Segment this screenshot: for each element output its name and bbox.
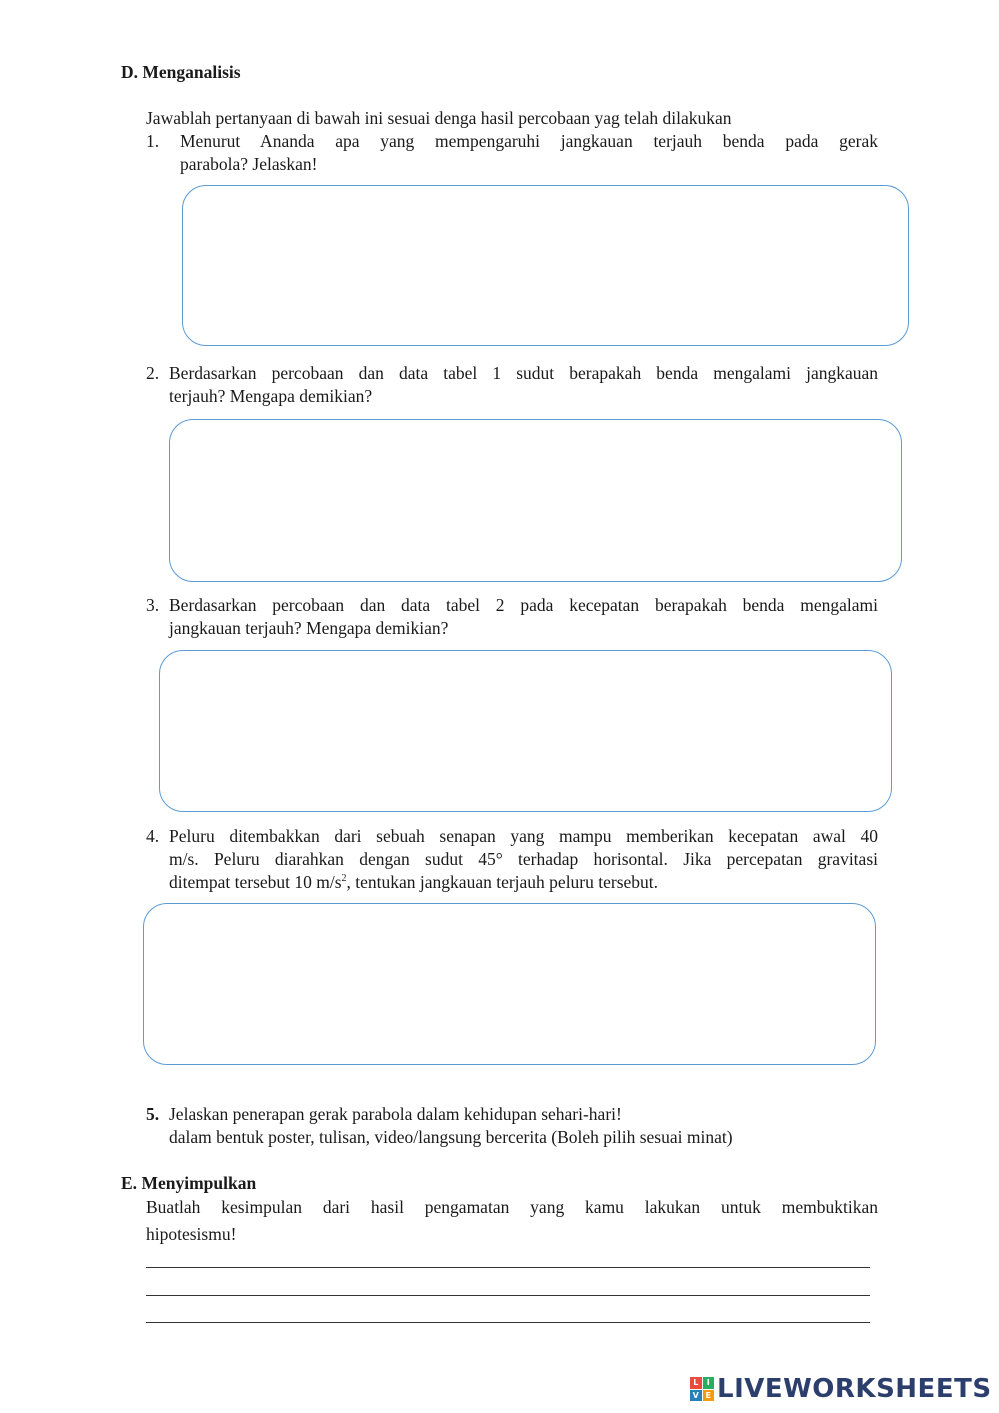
section-e-line-2: hipotesismu! bbox=[146, 1224, 237, 1244]
section-d-heading bbox=[121, 61, 241, 84]
logo-mark-v: V bbox=[690, 1390, 702, 1402]
logo-mark-l: L bbox=[690, 1377, 702, 1389]
answer-box-1[interactable] bbox=[182, 185, 909, 346]
question-5-number: 5. bbox=[146, 1104, 160, 1124]
question-4-line-3-post: , tentukan jangkauan terjauh peluru tersebut. bbox=[346, 872, 659, 892]
answer-box-2[interactable] bbox=[169, 419, 902, 582]
question-3-line-2: jangkauan terjauh? Mengapa demikian? bbox=[169, 618, 449, 638]
logo-mark-e: E bbox=[703, 1390, 715, 1402]
question-3 bbox=[146, 594, 878, 640]
writing-line-2[interactable] bbox=[146, 1295, 870, 1296]
section-d-title: Menganalisis bbox=[142, 62, 241, 82]
section-e-title: Menyimpulkan bbox=[141, 1173, 257, 1193]
question-2 bbox=[146, 362, 878, 408]
section-e-body bbox=[146, 1196, 878, 1246]
liveworksheets-logo bbox=[690, 1374, 992, 1404]
question-4-line-3-sup: 2 bbox=[341, 873, 347, 885]
question-1-line-2: parabola? Jelaskan! bbox=[180, 154, 318, 174]
question-5-line-2: dalam bentuk poster, tulisan, video/langsung bercerita (Boleh pilih sesuai minat) bbox=[169, 1127, 733, 1147]
answer-box-4[interactable] bbox=[143, 903, 876, 1065]
question-1-line-1: Menurut Ananda apa yang mempengaruhi jangkauan terjauh benda pada gerak bbox=[180, 131, 878, 151]
question-4-number: 4. bbox=[146, 826, 160, 846]
writing-line-3[interactable] bbox=[146, 1322, 870, 1323]
question-3-number: 3. bbox=[146, 595, 160, 615]
writing-line-1[interactable] bbox=[146, 1267, 870, 1268]
question-4-line-2: m/s. Peluru diarahkan dengan sudut 45° terhadap horisontal. Jika percepatan gravitasi bbox=[169, 849, 878, 869]
section-d-label: D. bbox=[121, 62, 139, 82]
section-e-line-1: Buatlah kesimpulan dari hasil pengamatan yang kamu lakukan untuk membuktikan bbox=[146, 1197, 878, 1217]
liveworksheets-mark-icon bbox=[690, 1377, 714, 1401]
logo-mark-i: I bbox=[703, 1377, 715, 1389]
section-e-heading bbox=[121, 1172, 256, 1195]
question-2-line-1: Berdasarkan percobaan dan data tabel 1 sudut berapakah benda mengalami jangkauan bbox=[169, 363, 878, 383]
question-5-line-1: Jelaskan penerapan gerak parabola dalam kehidupan sehari-hari! bbox=[169, 1104, 622, 1124]
question-1 bbox=[146, 130, 878, 176]
question-5 bbox=[146, 1103, 878, 1149]
liveworksheets-logo-text: LIVEWORKSHEETS bbox=[717, 1374, 992, 1404]
question-4-line-3 bbox=[169, 871, 878, 894]
question-4-line-3-pre: ditempat tersebut 10 m/s bbox=[169, 872, 342, 892]
section-d-intro: Jawablah pertanyaan di bawah ini sesuai denga hasil percobaan yag telah dilakukan bbox=[146, 108, 732, 128]
question-3-line-1: Berdasarkan percobaan dan data tabel 2 pada kecepatan berapakah benda mengalami bbox=[169, 595, 878, 615]
section-e-label: E. bbox=[121, 1173, 138, 1193]
question-4-line-1: Peluru ditembakkan dari sebuah senapan yang mampu memberikan kecepatan awal 40 bbox=[169, 826, 878, 846]
question-2-number: 2. bbox=[146, 363, 160, 383]
question-4 bbox=[146, 825, 878, 894]
answer-box-3[interactable] bbox=[159, 650, 892, 812]
question-1-number: 1. bbox=[146, 131, 160, 151]
question-2-line-2: terjauh? Mengapa demikian? bbox=[169, 386, 373, 406]
